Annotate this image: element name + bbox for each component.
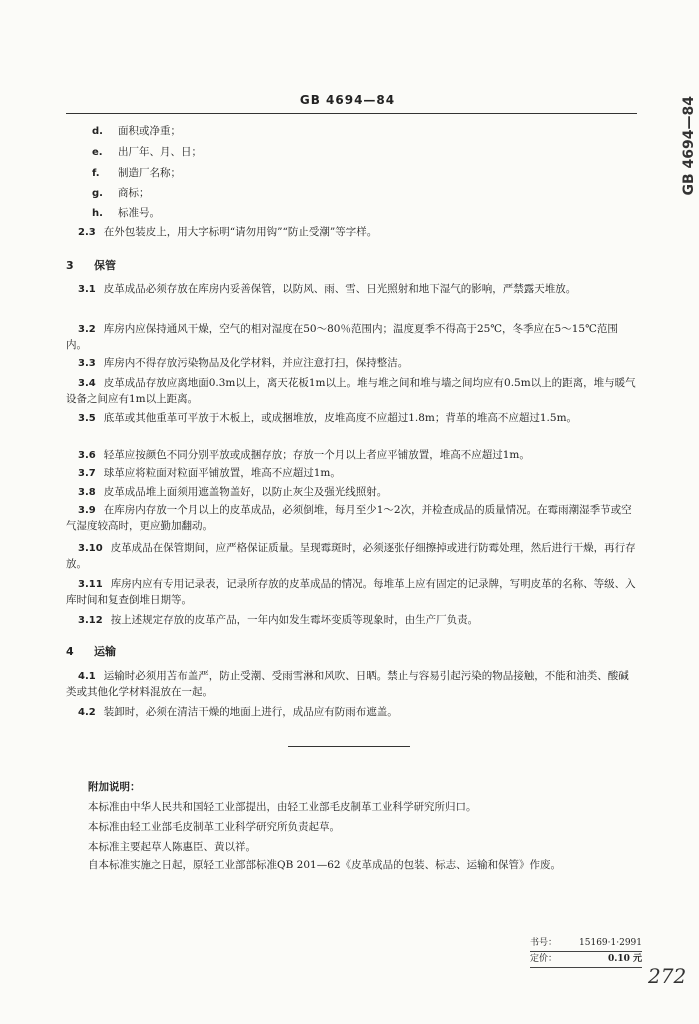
clause-text: 底革或其他重革可平放于木板上，或成捆堆放，皮堆高度不应超过1.8m；背革的堆高不应超过1.5m。 bbox=[103, 412, 578, 424]
clause-number: 3.9 bbox=[78, 505, 96, 516]
clause-2-3 bbox=[66, 225, 636, 241]
note-line: 本标准主要起草人陈惠臣、黄以祥。 bbox=[88, 841, 256, 853]
item-label: h. bbox=[92, 208, 103, 219]
section-divider bbox=[288, 746, 410, 747]
item-label: e. bbox=[92, 147, 103, 158]
clause-3-2 bbox=[66, 322, 636, 353]
clause-text: 库房内不得存放污染物品及化学材料，并应注意打扫，保持整洁。 bbox=[103, 357, 409, 369]
clause-number: 3.2 bbox=[78, 324, 96, 335]
section-heading-storage bbox=[66, 258, 116, 274]
clause-text: 在外包装皮上，用大字标明“请勿用钩”“防止受潮”等字样。 bbox=[103, 226, 378, 238]
book-number-row bbox=[530, 936, 642, 952]
handwritten-page-number: 272 bbox=[648, 964, 687, 988]
item-text: 制造厂名称； bbox=[118, 167, 181, 179]
marking-item bbox=[92, 145, 202, 161]
item-text: 出厂年、月、日； bbox=[118, 146, 202, 158]
marking-item bbox=[92, 166, 181, 182]
clause-3-8 bbox=[66, 485, 636, 501]
clause-4-1 bbox=[66, 669, 636, 700]
clause-3-9 bbox=[66, 503, 636, 534]
price: 0.10 元 bbox=[607, 954, 642, 965]
clause-text: 皮革成品在保管期间，应严格保证质量。呈现霉斑时，必须逐张仔细擦掉或进行防霉处理，然后进行干燥，再行存放。 bbox=[66, 542, 636, 570]
imprint-box bbox=[530, 936, 642, 968]
notes-title: 附加说明： bbox=[88, 781, 141, 793]
item-label: g. bbox=[92, 188, 103, 199]
clause-number: 3.10 bbox=[78, 543, 103, 554]
note-line: 自本标准实施之日起，原轻工业部部标准QB 201—62《皮革成品的包装、标志、运输和保管》作废。 bbox=[88, 859, 562, 871]
clause-number: 3.3 bbox=[78, 358, 96, 369]
clause-3-12 bbox=[66, 613, 636, 629]
clause-number: 3.6 bbox=[78, 450, 96, 461]
clause-3-3 bbox=[66, 356, 636, 372]
section-heading-transport bbox=[66, 644, 116, 660]
clause-3-10 bbox=[66, 541, 636, 572]
item-text: 面积或净重； bbox=[118, 125, 181, 137]
clause-number: 3.11 bbox=[78, 579, 103, 590]
clause-number: 3.12 bbox=[78, 615, 103, 626]
clause-text: 库房内应保持通风干燥，空气的相对湿度在50～80％范围内；温度夏季不得高于25℃，冬季应在5～15℃范围内。 bbox=[66, 323, 618, 351]
marking-item bbox=[92, 186, 150, 202]
section-title: 运输 bbox=[94, 645, 116, 658]
item-text: 标准号。 bbox=[118, 207, 160, 219]
note-line: 本标准由轻工业部毛皮制革工业科学研究所负责起草。 bbox=[88, 821, 340, 833]
section-title: 保管 bbox=[94, 259, 116, 272]
clause-number: 3.1 bbox=[78, 284, 96, 295]
clause-number: 3.7 bbox=[78, 468, 96, 479]
clause-text: 皮革成品存放应离地面0.3m以上，离天花板1m以上。堆与堆之间和堆与墙之间均应有0.5m以上的距离，堆与暖气设备之间应有1m以上距离。 bbox=[66, 377, 636, 405]
item-text: 商标； bbox=[118, 187, 150, 199]
book-number-label: 书号： bbox=[530, 938, 558, 948]
item-label: d. bbox=[92, 126, 103, 137]
clause-text: 运输时必须用苫布盖严，防止受潮、受雨雪淋和风吹、日晒。禁止与容易引起污染的物品接触，不能和油类、酸碱类或其他化学材料混放在一起。 bbox=[66, 670, 629, 698]
clause-number: 3.5 bbox=[78, 413, 96, 424]
clause-number: 4.1 bbox=[78, 671, 96, 682]
clause-number: 3.4 bbox=[78, 378, 96, 389]
section-number: 4 bbox=[66, 645, 74, 658]
clause-text: 库房内应有专用记录表，记录所存放的皮革成品的情况。每堆革上应有固定的记录牌，写明皮革的名称、等级、入库时间和复查倒堆日期等。 bbox=[66, 578, 636, 606]
clause-text: 按上述规定存放的皮革产品，一年内如发生霉坏变质等现象时，由生产厂负责。 bbox=[110, 614, 479, 626]
marking-item bbox=[92, 124, 181, 140]
clause-number: 2.3 bbox=[78, 227, 96, 238]
clause-3-5 bbox=[66, 411, 636, 427]
side-standard-code: GB 4694—84 bbox=[681, 96, 697, 196]
clause-text: 球革应将粒面对粒面平铺放置，堆高不应超过1m。 bbox=[103, 467, 341, 479]
clause-text: 皮革成品堆上面须用遮盖物盖好，以防止灰尘及强光线照射。 bbox=[103, 486, 388, 498]
clause-3-1 bbox=[66, 282, 636, 298]
marking-item bbox=[92, 206, 160, 222]
clause-text: 轻革应按颜色不同分别平放或成捆存放；存放一个月以上者应平铺放置，堆高不应超过1m。 bbox=[103, 449, 530, 461]
section-number: 3 bbox=[66, 259, 74, 272]
price-label: 定价： bbox=[530, 954, 558, 965]
item-label: f. bbox=[92, 168, 100, 179]
note-line: 本标准由中华人民共和国轻工业部提出，由轻工业部毛皮制革工业科学研究所归口。 bbox=[88, 801, 477, 813]
clause-3-4 bbox=[66, 376, 636, 407]
book-number: 15169·1·2991 bbox=[579, 938, 642, 948]
clause-4-2 bbox=[66, 705, 636, 721]
clause-number: 4.2 bbox=[78, 707, 96, 718]
price-row bbox=[530, 952, 642, 968]
clause-number: 3.8 bbox=[78, 487, 96, 498]
clause-text: 皮革成品必须存放在库房内妥善保管，以防风、雨、雪、日光照射和地下湿气的影响，严禁露天堆放。 bbox=[103, 283, 577, 295]
header-rule bbox=[66, 113, 637, 114]
clause-3-6 bbox=[66, 448, 636, 464]
clause-text: 装卸时，必须在清洁干燥的地面上进行，成品应有防雨布遮盖。 bbox=[103, 706, 398, 718]
clause-3-11 bbox=[66, 577, 636, 608]
clause-3-7 bbox=[66, 466, 636, 482]
standard-code-header: GB 4694—84 bbox=[299, 93, 396, 107]
clause-text: 在库房内存放一个月以上的皮革成品，必须倒堆，每月至少1～2次，并检查成品的质量情况。在霉雨潮湿季节或空气湿度较高时，更应勤加翻动。 bbox=[66, 504, 632, 532]
